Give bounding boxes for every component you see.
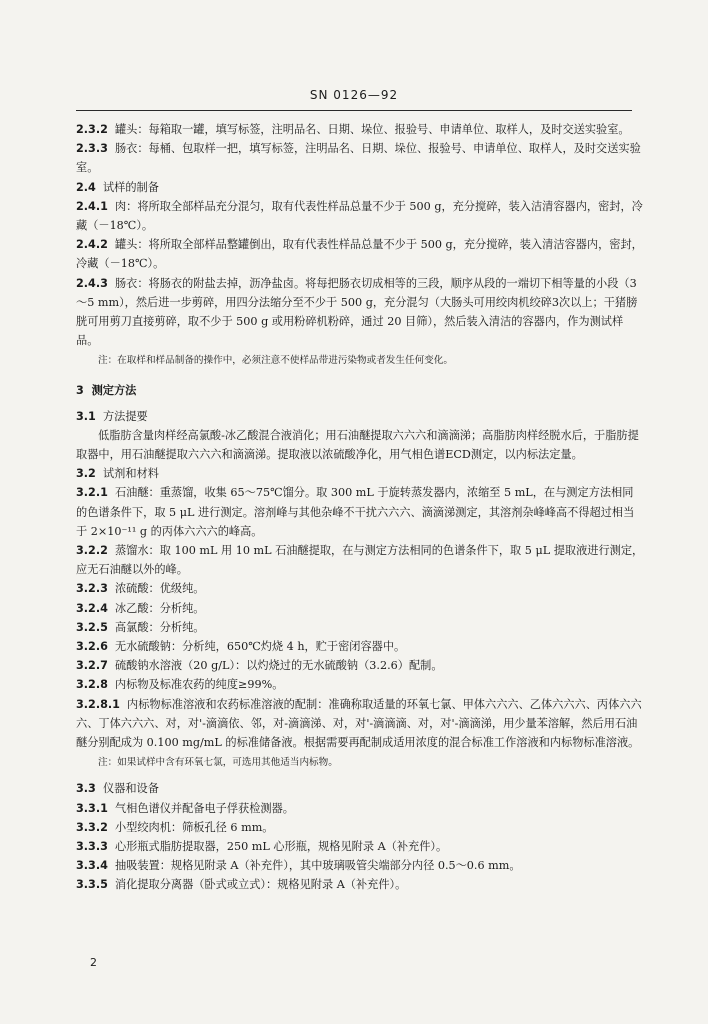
document-code-header: SN 0126—92 bbox=[309, 88, 399, 102]
clause-3-2-2 bbox=[76, 541, 644, 579]
note-sampling: 注：在取样和样品制备的操作中，必须注意不使样品带进污染物或者发生任何变化。 bbox=[98, 355, 453, 367]
clause-3-3-2 bbox=[76, 818, 644, 837]
clause-text: 硫酸钠水溶液（20 g/L）：以灼烧过的无水硫酸钠（3.2.6）配制。 bbox=[114, 659, 443, 673]
clause-number: 3.3.5 bbox=[76, 878, 108, 892]
clause-3-2-6 bbox=[76, 637, 644, 656]
clause-3-3-4 bbox=[76, 856, 644, 875]
clause-text: 心形瓶式脂肪提取器，250 mL 心形瓶，规格见附录 A（补充件）。 bbox=[114, 839, 448, 853]
clause-text: 气相色谱仪并配备电子俘获检测器。 bbox=[114, 801, 294, 815]
clause-title: 方法提要 bbox=[102, 409, 148, 423]
clause-number: 2.3.2 bbox=[76, 123, 108, 136]
clause-text: 罐头：每箱取一罐，填写标签，注明品名、日期、垛位、报验号、申请单位、取样人，及时交送实验室。 bbox=[114, 123, 630, 136]
clause-number: 3.3.4 bbox=[76, 859, 108, 873]
clause-number: 3.3.3 bbox=[76, 839, 108, 853]
clause-text: 消化提取分离器（卧式或立式）：规格见附录 A（补充件）。 bbox=[114, 878, 407, 892]
header-divider bbox=[76, 110, 632, 111]
clause-title: 仪器和设备 bbox=[102, 782, 159, 796]
document-body bbox=[76, 120, 644, 895]
clause-2-4 bbox=[76, 178, 644, 197]
clause-text: 小型绞肉机：筛板孔径 6 mm。 bbox=[114, 820, 274, 834]
clause-2-3-2 bbox=[76, 120, 644, 139]
clause-number: 2.4.1 bbox=[76, 199, 108, 213]
clause-3-2-8 bbox=[76, 675, 644, 694]
clause-3-1 bbox=[76, 407, 644, 426]
section-title: 测定方法 bbox=[91, 384, 137, 398]
clause-text: 内标物及标准农药的纯度≥99%。 bbox=[114, 678, 284, 692]
clause-3-3-1 bbox=[76, 799, 644, 818]
method-summary: 低脂肪含量肉样经高氯酸-冰乙酸混合液消化；用石油醚提取六六六和滴滴涕；高脂肪肉样经脱水后，于脂肪提取器中，用石油醚提取六六六和滴滴涕。提取液以浓硫酸净化，用气相色谱ECD测定，以内标法定量。 bbox=[76, 428, 639, 462]
clause-3-2-4 bbox=[76, 599, 644, 618]
clause-3-2-1 bbox=[76, 483, 644, 541]
clause-number: 3.2.2 bbox=[76, 544, 108, 558]
clause-3-2-3 bbox=[76, 579, 644, 598]
clause-number: 3.2.6 bbox=[76, 640, 108, 654]
clause-3-2-8-1 bbox=[76, 695, 644, 753]
clause-number: 3.1 bbox=[76, 409, 96, 423]
clause-number: 3.2.5 bbox=[76, 620, 108, 634]
clause-text: 抽吸装置：规格见附录 A（补充件），其中玻璃吸管尖端部分内径 0.5～0.6 mm。 bbox=[114, 859, 521, 873]
clause-number: 3.2.7 bbox=[76, 659, 108, 673]
clause-number: 3.2.8 bbox=[76, 678, 108, 692]
clause-text: 冰乙酸：分析纯。 bbox=[114, 601, 205, 615]
clause-number: 2.4.2 bbox=[76, 238, 108, 252]
clause-text: 蒸馏水：取 100 mL 用 10 mL 石油醚提取，在与测定方法相同的色谱条件下，取 5 μL 提取液进行测定，应无石油醚以外的峰。 bbox=[76, 544, 644, 577]
clause-2-3-3 bbox=[76, 139, 644, 177]
section-number: 3 bbox=[76, 384, 84, 398]
clause-text: 石油醚：重蒸馏，收集 65～75℃馏分。取 300 mL 于旋转蒸发器内，浓缩至 5 mL，在与测定方法相同的色谱条件下，取 5 μL 进行测定。溶剂峰与其他杂峰不干扰六六六、滴滴涕测定，其溶剂杂峰峰高不得超过相当于 2×10⁻¹¹ g 的丙体六六六的峰高。 bbox=[76, 486, 635, 538]
section-3-heading bbox=[76, 381, 644, 400]
clause-number: 3.3.1 bbox=[76, 801, 108, 815]
clause-text: 肠衣：每桶、包取样一把，填写标签，注明品名、日期、垛位、报验号、申请单位、取样人，及时交送实验室。 bbox=[76, 142, 641, 175]
clause-text: 肉：将所取全部样品充分混匀，取有代表性样品总量不少于 500 g，充分搅碎，装入洁清容器内，密封，冷藏（－18℃）。 bbox=[76, 199, 643, 233]
clause-text: 内标物标准溶液和农药标准溶液的配制：准确称取适量的环氧七氯、甲体六六六、乙体六六六、丙体六六六、丁体六六六、对，对'-滴滴依、邻，对-滴滴涕、对，对'-滴滴滴、对，对'-滴滴涕，用少量苯溶解，然后用石油醚分别配成为 0.100 mg/mL 的标准储备液。根据需要再配制成适用浓度的混合标准工作溶液和内标物标准溶液。 bbox=[76, 697, 642, 750]
clause-number: 2.3.3 bbox=[76, 142, 108, 156]
clause-number: 3.3.2 bbox=[76, 820, 108, 834]
clause-number: 3.2.1 bbox=[76, 486, 108, 500]
clause-number: 3.2.4 bbox=[76, 601, 108, 615]
clause-number: 3.3 bbox=[76, 782, 96, 796]
clause-number: 3.2.3 bbox=[76, 582, 108, 596]
clause-number: 3.2.8.1 bbox=[76, 697, 120, 711]
clause-2-4-1 bbox=[76, 197, 644, 235]
clause-title: 试剂和材料 bbox=[102, 467, 159, 481]
clause-3-2-5 bbox=[76, 618, 644, 637]
clause-number: 3.2 bbox=[76, 467, 96, 481]
clause-text: 高氯酸：分析纯。 bbox=[114, 620, 205, 634]
clause-2-4-3 bbox=[76, 274, 644, 351]
clause-text: 浓硫酸：优级纯。 bbox=[114, 582, 205, 596]
note-internal-standard: 注：如果试样中含有环氧七氯，可选用其他适当内标物。 bbox=[98, 757, 338, 769]
clause-text: 无水硫酸钠：分析纯，650℃灼烧 4 h，贮于密闭容器中。 bbox=[114, 640, 406, 654]
clause-text: 肠衣：将肠衣的附盐去掉，沥净盐卤。将每把肠衣切成相等的三段，顺序从段的一端切下相等量的小段（3～5 mm），然后进一步剪碎，用四分法缩分至不少于 500 g，充分混匀（大肠头可用绞肉机绞碎3次以上；干猪膀胱可用剪刀直接剪碎，取不少于 500 g 或用粉碎机粉碎，通过 20 目筛），然后装入清洁的容器内，作为测试样品。 bbox=[76, 276, 638, 348]
clause-3-2 bbox=[76, 464, 644, 483]
clause-3-3-5 bbox=[76, 875, 644, 894]
clause-number: 2.4.3 bbox=[76, 276, 108, 290]
clause-2-4-2 bbox=[76, 235, 644, 273]
clause-number: 2.4 bbox=[76, 180, 96, 194]
clause-title: 试样的制备 bbox=[102, 180, 159, 194]
clause-3-3-3 bbox=[76, 837, 644, 856]
page-number: 2 bbox=[90, 956, 97, 969]
clause-3-3 bbox=[76, 779, 644, 798]
clause-3-2-7 bbox=[76, 656, 644, 675]
clause-text: 罐头：将所取全部样品整罐倒出，取有代表性样品总量不少于 500 g，充分搅碎，装入清洁容器内，密封，冷藏（－18℃）。 bbox=[76, 238, 643, 271]
